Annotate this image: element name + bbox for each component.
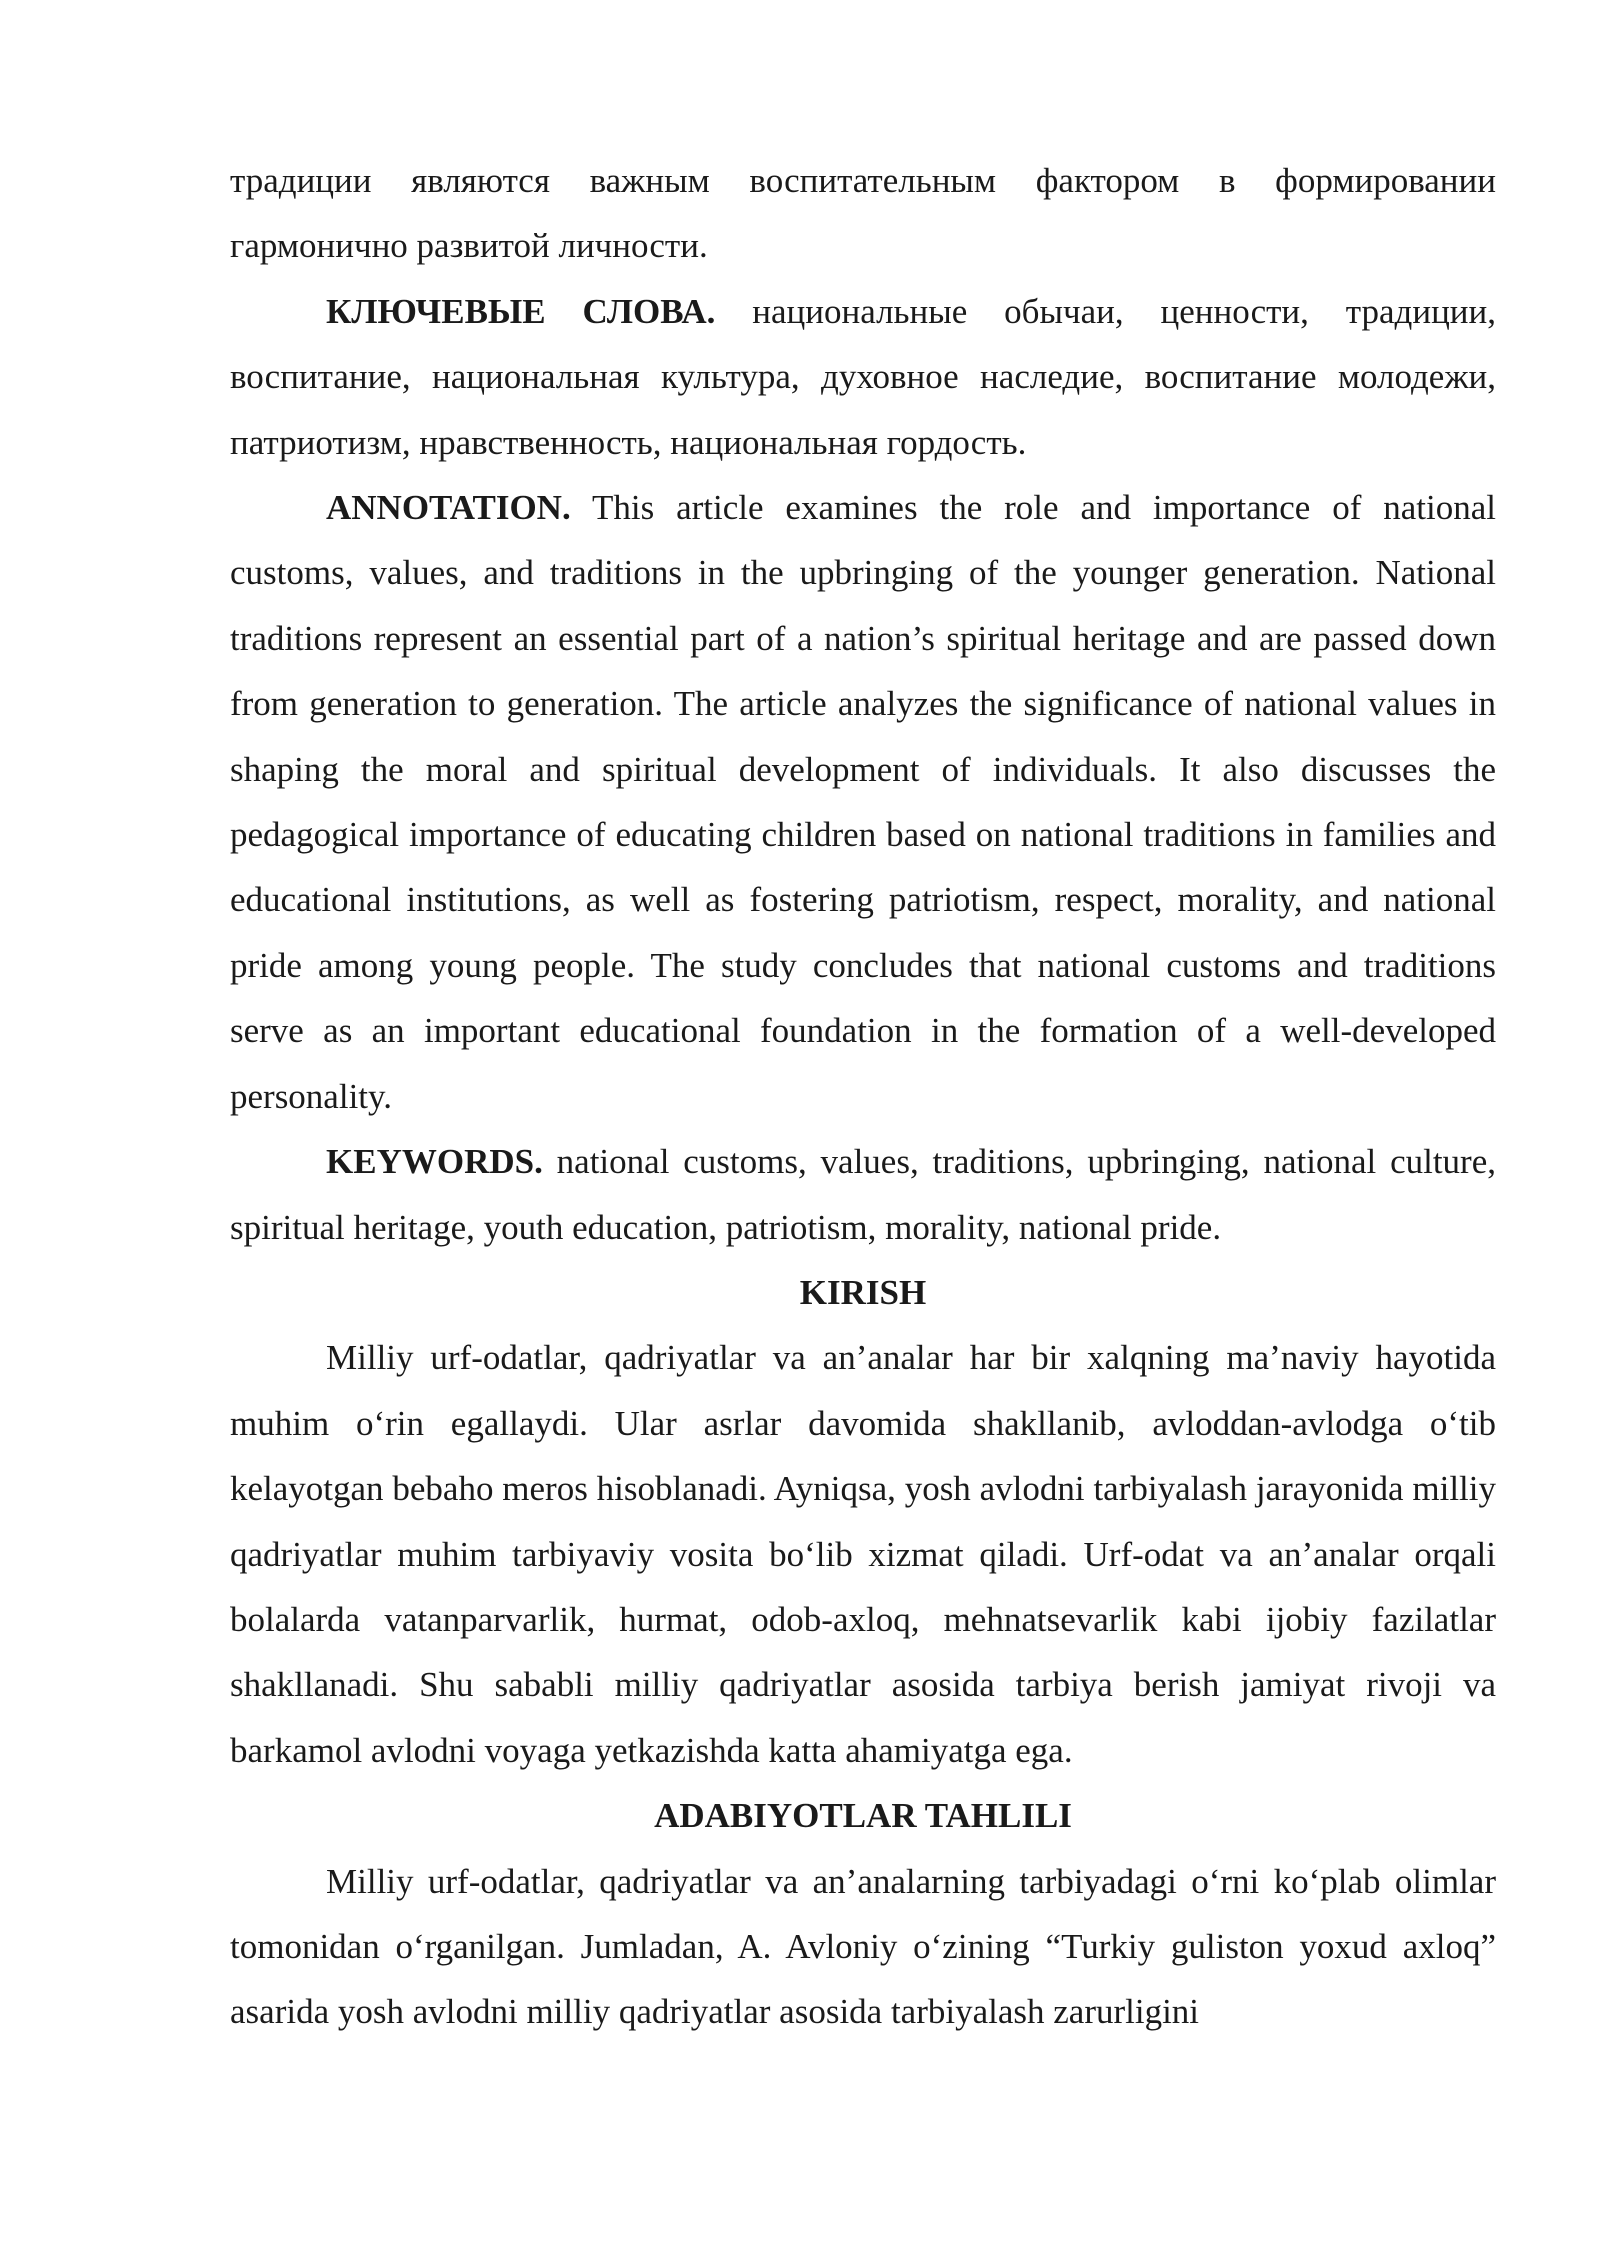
- adabiyotlar-paragraph: Milliy urf-odatlar, qadriyatlar va an’analarning tarbiyadagi o‘rni ko‘plab olimlar tomonidan o‘rganilgan. Jumladan, A. Avloniy o‘zining “Turkiy guliston yoxud axloq” asarida yosh avlodni milliy qadriyatlar asosida tarbiyalash zarurligini: [230, 1861, 1496, 2032]
- kirish-paragraph: Milliy urf-odatlar, qadriyatlar va an’analar har bir xalqning ma’naviy hayotida muhim o‘rin egallaydi. Ular asrlar davomida shakllanib, avloddan-avlodga o‘tib kelayotgan bebaho meros hisoblanadi. Ayniqsa, yosh avlodni tarbiyalash jarayonida milliy qadriyatlar muhim tarbiyaviy vosita bo‘lib xizmat qiladi. Urf-odat va an’analar orqali bolalarda vatanparvarlik, hurmat, odob-axloq, mehnatsevarlik kabi ijobiy fazilatlar shakllanadi. Shu sababli milliy qadriyatlar asosida tarbiya berish jamiyat rivoji va barkamol avlodni voyaga yetkazishda katta ahamiyatga ega.: [230, 1338, 1496, 1770]
- keywords-ru-label: КЛЮЧЕВЫЕ СЛОВА.: [326, 291, 716, 331]
- keywords-ru-text: национальные обычаи, ценности, традиции, воспитание, национальная культура, духовное наследие, воспитание молодежи, патриотизм, нравственность, национальная гордость.: [230, 291, 1497, 462]
- annotation-paragraph: [230, 475, 1496, 1129]
- annotation-text: This article examines the role and importance of national customs, values, and traditions in the upbringing of the younger generation. National traditions represent an essential part of a nation’s spiritual heritage and are passed down from generation to generation. The article analyzes the significance of national values in shaping the moral and spiritual development of individuals. It also discusses the pedagogical importance of educating children based on national traditions in families and educational institutions, as well as fostering patriotism, respect, morality, and national pride among young people. The study concludes that national customs and traditions serve as an important educational foundation in the formation of a well-developed personality.: [230, 488, 1496, 1116]
- keywords-en-paragraph: [230, 1129, 1496, 1260]
- keywords-en-text: national customs, values, traditions, upbringing, national culture, spiritual heritage, youth education, patriotism, morality, national pride.: [230, 1142, 1496, 1247]
- keywords-ru-paragraph: [230, 279, 1496, 475]
- intro-continuation-paragraph: традиции являются важным воспитательным фактором в формировании гармонично развитой личности.: [230, 161, 1496, 266]
- section-heading-kirish: KIRISH: [799, 1272, 927, 1312]
- keywords-en-label: KEYWORDS.: [326, 1142, 543, 1182]
- page-content: [230, 148, 1496, 2045]
- annotation-label: ANNOTATION.: [326, 488, 571, 528]
- section-heading-adabiyotlar: ADABIYOTLAR TAHLILI: [654, 1796, 1072, 1836]
